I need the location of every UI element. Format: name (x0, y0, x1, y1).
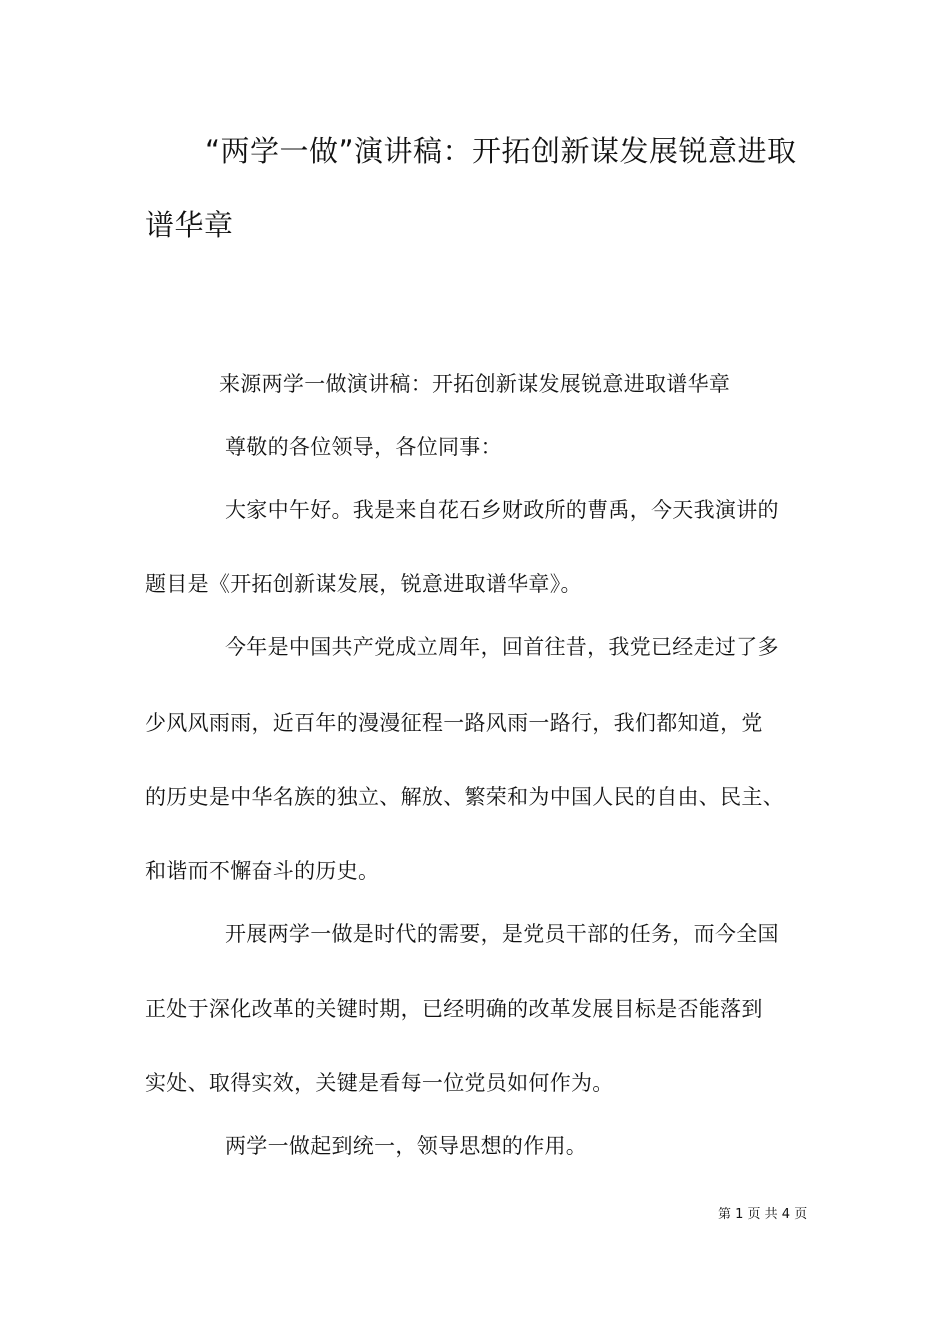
paragraph-3-line-3: 实处、取得实效，关键是看每一位党员如何作为。 (145, 1071, 614, 1095)
page-number: 第 1 页 共 4 页 (718, 1207, 808, 1222)
paragraph-2-line-3: 的历史是中华名族的独立、解放、繁荣和为中国人民的自由、民主、 (145, 785, 784, 809)
paragraph-3-line-1: 开展两学一做是时代的需要，是党员干部的任务，而今全国 (225, 922, 779, 946)
document-title-line-2: 谱华章 (145, 208, 234, 242)
paragraph-2-line-1: 今年是中国共产党成立周年，回首往昔，我党已经走过了多 (225, 635, 779, 659)
paragraph-1-line-2: 题目是《开拓创新谋发展，锐意进取谱华章》。 (145, 572, 582, 596)
salutation: 尊敬的各位领导，各位同事： (225, 435, 502, 459)
paragraph-3-line-2: 正处于深化改革的关键时期，已经明确的改革发展目标是否能落到 (145, 997, 763, 1021)
document-title-line-1: “两学一做”演讲稿：开拓创新谋发展锐意进取 (205, 134, 797, 168)
paragraph-1-line-1: 大家中午好。我是来自花石乡财政所的曹禹，今天我演讲的 (225, 498, 779, 522)
source-line: 来源两学一做演讲稿：开拓创新谋发展锐意进取谱华章 (219, 372, 731, 396)
paragraph-4-line-1: 两学一做起到统一，领导思想的作用。 (225, 1134, 588, 1158)
paragraph-2-line-2: 少风风雨雨，近百年的漫漫征程一路风雨一路行，我们都知道，党 (145, 711, 763, 735)
paragraph-2-line-4: 和谐而不懈奋斗的历史。 (145, 859, 380, 883)
